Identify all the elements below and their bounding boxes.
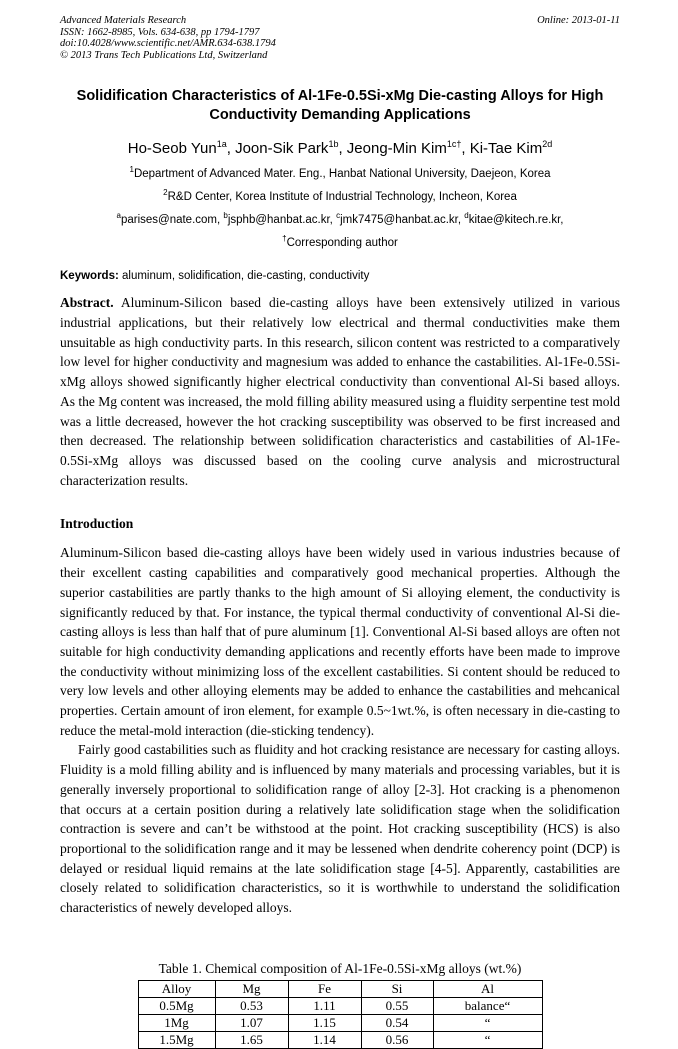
table-header-row: [138, 980, 542, 997]
journal-name: Advanced Materials Research: [60, 15, 187, 26]
table-cell: 1.65: [215, 1031, 288, 1048]
table-cell: 0.5Mg: [138, 997, 215, 1014]
author-affil-mark: 1a: [216, 139, 227, 150]
table-cell: 1.07: [215, 1014, 288, 1031]
author-affil-mark: 1b: [328, 139, 339, 150]
column-header-fe: Fe: [288, 980, 361, 997]
table-cell: 0.54: [361, 1014, 433, 1031]
table-cell: 1.15: [288, 1014, 361, 1031]
table-cell: 0.56: [361, 1031, 433, 1048]
table-cell: 1Mg: [138, 1014, 215, 1031]
email: $^a$parises@nate.com,: [116, 211, 224, 227]
table-cell: balance“: [433, 997, 542, 1014]
keywords-text: aluminum, solidification, die-casting, conductivity: [118, 270, 370, 283]
email: $^c$jmk7475@hanbat.ac.kr,: [336, 211, 465, 227]
author: Jeong-Min Kim$^{1c\dagger}$,: [346, 139, 470, 158]
table-cell: 1.14: [288, 1031, 361, 1048]
keywords-line: [60, 269, 620, 284]
intro-paragraph-1: Aluminum-Silicon based die-casting alloys have been widely used in various industries because of their excellent casting capabilities and comparatively good mechanical properties. Although the superior castabilities are partly thanks to the high amount of Si alloying element, the conductivity is significantly reduced by that. For instance, the typical thermal conductivity of conventional Al-Si die-casting alloys is less than half that of pure aluminum [1]. Conventional Al-Si based alloys are often not suitable for high conductivity demanding applications and recently efforts have been made to improve the conductivity without minimizing loss of the excellent castabilities. Si content should be reduced to very low levels and other alloying elements may be added to enhance the castabilities and mehcanical properties. Certain amount of iron element, for example 0.5~1wt.%, is often necessary in die-casting to reduce the metal-mold interaction (die-sticking tendency).: [60, 545, 620, 738]
intro-paragraph-2: Fairly good castabilities such as fluidity and hot cracking resistance are necessary for casting alloys. Fluidity is a mold filling ability and is influenced by many materials and processing variables, but it is generally inversely proportional to solidification range of alloy [2-3]. Hot cracking is a phenomenon that occurs at a certain position during a relatively late solidification stage when the solidification contraction is severe and can’t be withstood at the point. Hot cracking susceptibility (HCS) is also proportional to the solidification range and it may be lessened when dendrite coherency point (DCP) is delayed or residual liquid remains at the late solidification stage [4-5]. Apparently, castabilities are closely related to solidification characteristics, so it is worthwhile to understand the solidification characteristics of newely developed alloys.: [60, 742, 620, 916]
issn-line: ISSN: 1662-8985, Vols. 634-638, pp 1794-1797: [60, 26, 260, 38]
abstract-label: Abstract.: [60, 295, 114, 311]
online-date: Online: 2013-01-11: [537, 15, 620, 26]
column-header-al: Al: [433, 980, 542, 997]
paper-title: Solidification Characteristics of Al-1Fe-0.5Si-xMg Die-casting Alloys for High Conductivity Demanding Applications: [76, 88, 604, 124]
author: Ki-Tae Kim$^{2d}$: [469, 139, 553, 158]
keywords-label: Keywords:: [60, 270, 119, 283]
journal-header: [60, 15, 620, 61]
column-header-mg: Mg: [215, 980, 288, 997]
affil-mark: 2: [163, 188, 168, 198]
table-row: [138, 1031, 542, 1048]
author: Ho-Seob Yun$^{1a}$,: [127, 139, 236, 158]
author-list: [60, 140, 620, 158]
table-row: [138, 997, 542, 1014]
column-header-si: Si: [361, 980, 433, 997]
doi-line: doi:10.4028/www.scientific.net/AMR.634-638.1794: [60, 38, 276, 50]
table-cell: 0.53: [215, 997, 288, 1014]
author: Joon-Sik Park$^{1b}$,: [235, 139, 347, 158]
table-cell: 1.5Mg: [138, 1031, 215, 1048]
abstract-text: Aluminum-Silicon based die-casting alloys have been extensively utilized in various industrial applications, but their relatively low electrical and thermal conductivities make them unsuitable as high conductivity parts. In this research, silicon content was restricted to a comparatively low level for higher conductivity and magnesium was added to enhance the castabilities. Al-1Fe-0.5Si-xMg alloys showed significantly higher electrical conductivity than conventional Al-Si based alloys. As the Mg content was increased, the mold filling ability measured using a fluidity serpentine test mold was a little decreased, however the hot cracking susceptibility was observed to be first increased and then decreased. The relationship between solidification characteristics and castabilities of Al-1Fe-0.5Si-xMg alloys was discussed based on the cooling curve analysis and microstructural characterization results.: [60, 295, 620, 488]
author-affil-mark: 1c†: [446, 139, 462, 150]
table-cell: “: [433, 1031, 542, 1048]
affiliation-2: $^2$R&D Center, Korea Institute of Industrial Technology, Incheon, Korea: [163, 188, 517, 204]
email: $^b$jsphb@hanbat.ac.kr,: [223, 211, 337, 227]
journal-header-left: [60, 15, 276, 61]
affil-mark: 1: [129, 165, 134, 175]
email: $^d$kitae@kitech.re.kr,: [464, 211, 564, 227]
column-header-alloy: Alloy: [138, 980, 215, 997]
table-row: [138, 1014, 542, 1031]
table-cell: 1.11: [288, 997, 361, 1014]
corresponding-author-note: †Corresponding author: [282, 234, 398, 250]
table-cell: 0.55: [361, 997, 433, 1014]
email-list: [60, 213, 620, 227]
paper-page: [0, 15, 678, 1048]
affiliation-1: $^1$Department of Advanced Mater. Eng., Hanbat National University, Daejeon, Korea: [129, 165, 551, 181]
table1-caption: Table 1. Chemical composition of Al-1Fe-0.5Si-xMg alloys (wt.%): [158, 960, 522, 976]
abstract-paragraph: [60, 293, 620, 490]
author-affil-mark: 2d: [542, 139, 553, 150]
table-cell: “: [433, 1014, 542, 1031]
section-heading-introduction: Introduction: [60, 516, 134, 532]
copyright-line: © 2013 Trans Tech Publications Ltd, Switzerland: [60, 49, 268, 61]
table1-chemical-composition: [138, 980, 543, 1049]
